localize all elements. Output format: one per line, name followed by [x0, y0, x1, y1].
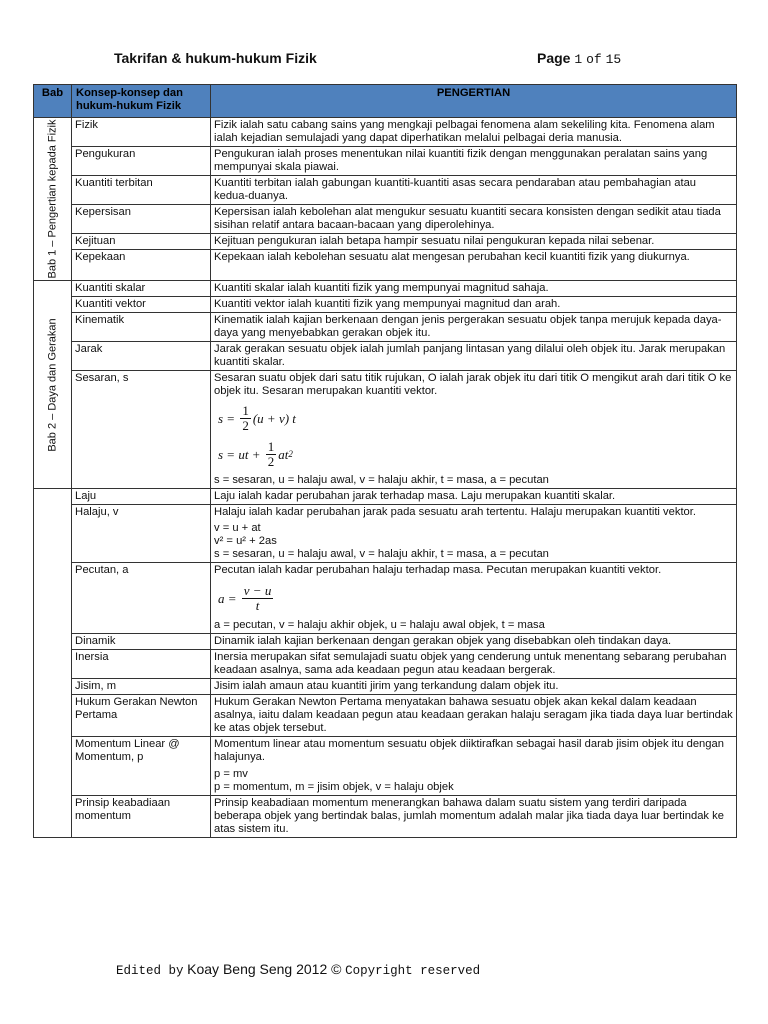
term: Kinematik	[72, 313, 211, 342]
term: Dinamik	[72, 634, 211, 650]
table-row	[34, 371, 737, 489]
table-row	[34, 297, 737, 313]
bab2-label: Bab 2 – Daya dan Gerakan	[46, 317, 58, 452]
variable-legend: p = momentum, m = jisim objek, v = halaju objek	[214, 781, 454, 793]
definition-cell	[211, 505, 737, 563]
table-row	[34, 489, 737, 505]
definition: Fizik ialah satu cabang sains yang mengkaji pelbagai fenomena alam sekeliling kita. Fenomena alam ialah kejadian semulajadi yang dapat diperhatikan melalui pelbagai deria manusia.	[211, 118, 737, 147]
term: Kuantiti vektor	[72, 297, 211, 313]
table-row	[34, 118, 737, 147]
term: Momentum Linear @ Momentum, p	[72, 737, 211, 796]
page-of: of	[586, 52, 602, 67]
table-row	[34, 679, 737, 695]
term: Fizik	[72, 118, 211, 147]
definition: Kuantiti skalar ialah kuantiti fizik yang mempunyai magnitud sahaja.	[211, 281, 737, 297]
term: Sesaran, s	[72, 371, 211, 489]
term: Halaju, v	[72, 505, 211, 563]
header-bab: Bab	[34, 85, 72, 118]
term: Jarak	[72, 342, 211, 371]
table-header-row	[34, 85, 737, 118]
definition: Jisim ialah amaun atau kuantiti jirim yang terkandung dalam objek itu.	[211, 679, 737, 695]
definition: Jarak gerakan sesuatu objek ialah jumlah panjang lintasan yang dilalui oleh objek itu. Jarak merupakan kuantiti skalar.	[211, 342, 737, 371]
definition: Prinsip keabadiaan momentum menerangkan bahawa dalam suatu sistem yang terdiri daripada beberapa objek yang bertindak balas, jumlah momentum adalah malar jika tiada daya luar bertindak ke atas sistem itu.	[211, 796, 737, 838]
definition: Kejituan pengukuran ialah betapa hampir sesuatu nilai pengukuran kepada nilai sebenar.	[211, 234, 737, 250]
term: Kepersisan	[72, 205, 211, 234]
term: Prinsip keabadiaan momentum	[72, 796, 211, 838]
displacement-equation-2: s = ut + $\frac{1}{2}$ at 2	[218, 438, 293, 469]
table-row	[34, 650, 737, 679]
table-row	[34, 234, 737, 250]
definition: Sesaran suatu objek dari satu titik rujukan, O ialah jarak objek itu dari titik O mengikut arah dari titik O ke objek itu. Sesaran merupakan kuantiti vektor.	[214, 372, 732, 397]
term: Laju	[72, 489, 211, 505]
term: Kepekaan	[72, 250, 211, 281]
footer-edited-by: Edited by	[116, 964, 184, 978]
term: Kuantiti terbitan	[72, 176, 211, 205]
definition: Inersia merupakan sifat semulajadi suatu objek yang cenderung untuk menentang sebarang perubahan keadaan asalnya, sama ada keadaan pegun atau keadaan bergerak.	[211, 650, 737, 679]
page-number: 1	[574, 52, 583, 67]
bab2-label-cell	[34, 281, 72, 489]
definition-cell	[211, 563, 737, 634]
page-word: Page	[537, 50, 571, 66]
definition: Hukum Gerakan Newton Pertama menyatakan bahawa sesuatu objek akan kekal dalam keadaan asalnya, iaitu dalam keadaan pegun atau keadaan gerakan halaju seragam jika tiada daya luar bertindak ke atas objek tersebut.	[211, 695, 737, 737]
definition: Pengukuran ialah proses menentukan nilai kuantiti fizik dengan menggunakan peralatan sains yang mempunyai skala piawai.	[211, 147, 737, 176]
term: Hukum Gerakan Newton Pertama	[72, 695, 211, 737]
term: Inersia	[72, 650, 211, 679]
table-row	[34, 695, 737, 737]
variable-legend: s = sesaran, u = halaju awal, v = halaju akhir, t = masa, a = pecutan	[214, 474, 549, 486]
velocity-equation-1: v = u + at	[214, 522, 261, 534]
definition: Kuantiti terbitan ialah gabungan kuantiti-kuantiti asas secara pendaraban atau pembahagian atau kedua-duanya.	[211, 176, 737, 205]
definition: Kepekaan ialah kebolehan sesuatu alat mengesan perubahan kecil kuantiti fizik yang diukurnya.	[211, 250, 737, 281]
table-row	[34, 796, 737, 838]
definition: Pecutan ialah kadar perubahan halaju terhadap masa. Pecutan merupakan kuantiti vektor.	[214, 564, 662, 576]
table-row	[34, 342, 737, 371]
definition: Kuantiti vektor ialah kuantiti fizik yang mempunyai magnitud dan arah.	[211, 297, 737, 313]
definition-cell	[211, 371, 737, 489]
table-row	[34, 205, 737, 234]
header-konsep: Konsep-konsep dan hukum-hukum Fizik	[72, 85, 211, 118]
acceleration-equation: a = $\frac{v - u}{t}$	[218, 582, 272, 613]
bab1-label: Bab 1 – Pengertian kepada Fizik	[46, 119, 58, 279]
definition: Halaju ialah kadar perubahan jarak pada sesuatu arah tertentu. Halaju merupakan kuantiti vektor.	[214, 506, 696, 518]
blank-bab-cell	[34, 489, 72, 838]
document-title: Takrifan & hukum-hukum Fizik	[114, 50, 317, 66]
table-row	[34, 505, 737, 563]
bab1-label-cell	[34, 118, 72, 281]
definition: Laju ialah kadar perubahan jarak terhadap masa. Laju merupakan kuantiti skalar.	[211, 489, 737, 505]
page-indicator	[537, 50, 621, 67]
term: Kejituan	[72, 234, 211, 250]
term: Kuantiti skalar	[72, 281, 211, 297]
momentum-equation: p = mv	[214, 768, 248, 780]
definition: Kepersisan ialah kebolehan alat mengukur sesuatu kuantiti secara konsisten dengan sedikit atau tiada sisihan relatif antara bacaan-bacaan yang diperolehinya.	[211, 205, 737, 234]
definition: Dinamik ialah kajian berkenaan dengan gerakan objek yang disebabkan oleh tindakan daya.	[211, 634, 737, 650]
term: Pengukuran	[72, 147, 211, 176]
table-row	[34, 281, 737, 297]
term: Pecutan, a	[72, 563, 211, 634]
footer	[116, 961, 480, 978]
velocity-equation-2: v² = u² + 2as	[214, 535, 277, 547]
page-total: 15	[605, 52, 622, 67]
variable-legend: s = sesaran, u = halaju awal, v = halaju akhir, t = masa, a = pecutan	[214, 548, 549, 560]
term: Jisim, m	[72, 679, 211, 695]
table-row	[34, 634, 737, 650]
table-row	[34, 563, 737, 634]
header-pengertian: PENGERTIAN	[211, 85, 737, 118]
definition: Momentum linear atau momentum sesuatu objek diiktirafkan sebagai hasil darab jisim objek itu dengan halajunya.	[214, 738, 724, 763]
table-row	[34, 147, 737, 176]
table-row	[34, 313, 737, 342]
footer-author: Koay Beng Seng 2012 ©	[187, 961, 342, 977]
table-row	[34, 737, 737, 796]
definition-cell	[211, 737, 737, 796]
table-row	[34, 176, 737, 205]
variable-legend: a = pecutan, v = halaju akhir objek, u = halaju awal objek, t = masa	[214, 619, 545, 631]
displacement-equation-1: s = $\frac{1}{2}$ (u + v) t	[218, 402, 296, 433]
definition: Kinematik ialah kajian berkenaan dengan jenis pergerakan sesuatu objek tanpa merujuk kepada daya-daya yang menyebabkan gerakan objek itu.	[211, 313, 737, 342]
definitions-table	[33, 84, 737, 838]
footer-rights: Copyright reserved	[345, 964, 481, 978]
table-row	[34, 250, 737, 281]
